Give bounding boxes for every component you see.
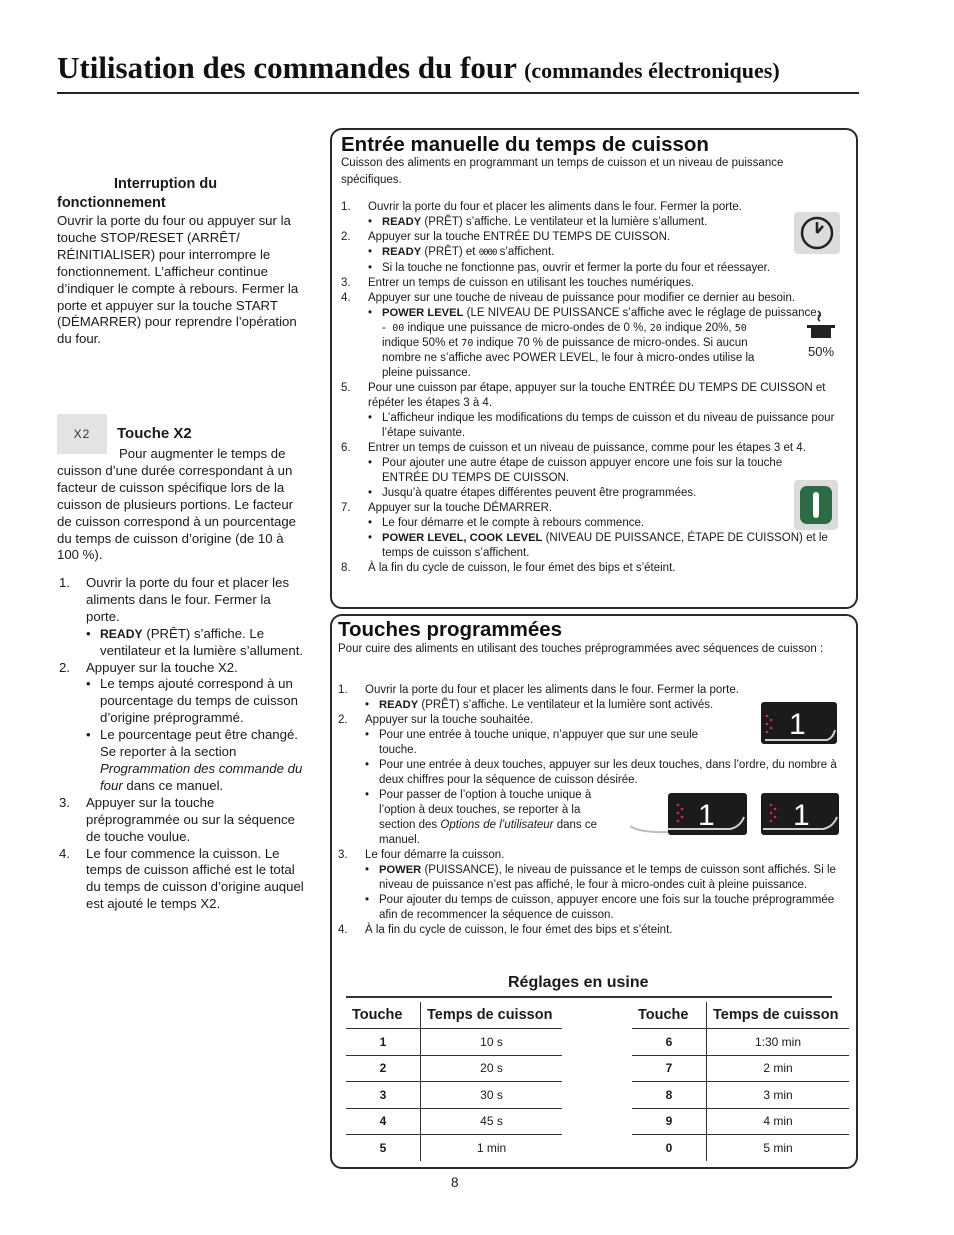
list-item: 5. Pour une cuisson par étape, appuyer sur la touche ENTRÉE DU TEMPS DE CUISSON et répéter les étapes 3 à 4. • L’afficheur indique les modifications du temps de cuisson et du niveau de puissance pour l’étape suivante.: [341, 381, 841, 441]
svg-text:1: 1: [789, 708, 806, 741]
page-number: 8: [451, 1175, 459, 1190]
col-key-header: Touche: [352, 1007, 403, 1023]
power-level-pot-icon: [804, 309, 838, 339]
table-row: 3 30 s: [346, 1082, 562, 1109]
list-item: 3. Le four démarre la cuisson. • POWER (PUISSANCE), le niveau de puissance et le temps de cuisson sont affichés. Si le niveau de puissance n’est pas affiché, le four à micro-ondes cuit à pleine puissance. • Pour ajouter du temps de cuisson, appuyer encore une fois sur la touche préprogrammée afin de recommencer la séquence de cuisson.: [338, 848, 843, 923]
preset-key-1-icon: [761, 702, 837, 744]
list-item: 2. Appuyer sur la touche ENTRÉE DU TEMPS DE CUISSON. • READY (PRÊT) et 0000 s’affichent. • Si la touche ne fonctionne pas, ouvrir et fermer la porte du four et réessayer.: [341, 230, 841, 276]
col-time-header: Temps de cuisson: [421, 1002, 563, 1029]
title-rule: [57, 92, 859, 94]
list-item: 7. Appuyer sur la touche DÉMARRER. • Le four démarre et le compte à rebours commence. • POWER LEVEL, COOK LEVEL (NIVEAU DE PUISSANCE, ÉTAPE DE CUISSON) et le temps de cuisson s’affichent.: [341, 501, 841, 561]
table-row: 7 2 min: [632, 1055, 849, 1082]
interruption-body: Ouvrir la porte du four ou appuyer sur la touche STOP/RESET (ARRÊT/ RÉINITIALISER) pour interrompre le fonctionnement. L’afficheur continue d’indiquer le compte à rebours. Fermer la porte et appuyer sur la touche START (DÉMARRER) pour reprendre l’opération du four.: [57, 213, 299, 347]
table-row: 9 4 min: [632, 1108, 849, 1135]
factory-table-left: [346, 1002, 562, 1161]
preset-keys-heading: Touches programmées: [338, 618, 563, 641]
key-sweep-line: [630, 806, 670, 836]
list-item: • Le temps ajouté correspond à un pourcentage du temps de cuisson d’origine préprogrammé.: [86, 676, 307, 727]
table-row: 2 20 s: [346, 1055, 562, 1082]
x2-body: Pour augmenter le temps de cuisson d’une durée correspondant à un facteur de cuisson spécifique lors de la cuisson de plusieurs portions. Le facteur de cuisson correspond à un pourcentage du temps de cuisson d’origine (de 10 à 100 %).: [57, 446, 297, 563]
list-item: 8. À la fin du cycle de cuisson, le four émet des bips et s’éteint.: [341, 562, 676, 574]
list-item: 3. Appuyer sur la touche préprogrammée ou sur la séquence de touche voulue.: [59, 794, 295, 844]
manual-cook-heading: Entrée manuelle du temps de cuisson: [341, 133, 709, 156]
interruption-heading: Interruption du fonctionnement: [57, 176, 218, 211]
table-row: 0 5 min: [632, 1135, 849, 1161]
manual-cook-intro: Cuisson des aliments en programmant un temps de cuisson et un niveau de puissance spécifiques.: [341, 157, 784, 186]
preset-key-1-second-icon: [761, 793, 839, 835]
x2-heading: Touche X2: [117, 425, 192, 442]
list-item: 3. Entrer un temps de cuisson en utilisant les touches numériques.: [341, 277, 695, 289]
list-item: 4. Le four commence la cuisson. Le temps de cuisson affiché est le total du temps de cuisson d’origine auquel est ajouté le temps X2.: [59, 845, 304, 912]
col-key-header: Touche: [638, 1007, 689, 1023]
x2-key-icon: X2: [57, 414, 107, 454]
list-item: • READY (PRÊT) s’affiche. Le ventilateur et la lumière s’allument.: [86, 626, 307, 660]
manual-cook-steps: [341, 200, 841, 576]
list-item: 4. À la fin du cycle de cuisson, le four émet des bips et s’éteint.: [338, 924, 673, 936]
page-title: Utilisation des commandes du four (commandes électroniques): [57, 50, 780, 85]
list-item: 2. Appuyer sur la touche souhaitée. • Pour une entrée à touche unique, n’appuyer que sur une seule touche. • Pour une entrée à deux touches, appuyer sur les deux touches, dans l’ordre, du nombre à deux chiffres pour la séquence de cuisson désirée. • Pour passer de l’option à touche unique à l’option à deux touches, se reporter à la section des Options de l’utilisateur dans ce manuel.: [338, 713, 843, 848]
factory-settings-rule: [346, 996, 832, 998]
list-item: 2. Appuyer sur la touche X2. • Le temps ajouté correspond à un pourcentage du temps de cuisson d’origine préprogrammé. • Le pourcentage peut être changé. Se reporter à la section Programmation des commande du four dans ce manuel.: [57, 660, 307, 795]
table-row: 5 1 min: [346, 1135, 562, 1161]
list-item: 6. Entrer un temps de cuisson et un niveau de puissance, comme pour les étapes 3 et 4. • Pour ajouter une autre étape de cuisson appuyer encore une fois sur la touche ENTRÉE DU TEMPS DE CUISSON. • Jusqu’à quatre étapes différentes peuvent être programmées.: [341, 441, 841, 501]
x2-steps: [57, 575, 307, 913]
table-row: 6 1:30 min: [632, 1029, 849, 1056]
table-row: 4 45 s: [346, 1108, 562, 1135]
preset-keys-intro: Pour cuire des aliments en utilisant des touches préprogrammées avec séquences de cuisson :: [338, 643, 824, 655]
list-item: • Le pourcentage peut être changé. Se reporter à la section Programmation des commande du four dans ce manuel.: [86, 727, 307, 795]
list-item: 1. Ouvrir la porte du four et placer les aliments dans le four. Fermer la porte. • READY (PRÊT) s’affiche. Le ventilateur et la lumière s’allument.: [57, 575, 307, 660]
svg-text:1: 1: [793, 799, 810, 832]
list-item: 4. Appuyer sur une touche de niveau de puissance pour modifier ce dernier au besoin. • POWER LEVEL (LE NIVEAU DE PUISSANCE s’affiche avec le réglage de puissance. - 00 indique une puissance de micro-ondes de 0 %, 20 indique 20%, 50 indique 50% et 70 indique 70 % de puissance de micro-ondes. Si aucun nombre ne s’affiche avec POWER LEVEL, le four à micro-ondes utilise la pleine puissance.: [341, 291, 841, 381]
svg-text:1: 1: [698, 799, 715, 832]
power-level-label: 50%: [808, 344, 835, 359]
factory-settings-heading: Réglages en usine: [508, 974, 649, 991]
cook-time-clock-icon: [794, 212, 840, 254]
list-item: 1. Ouvrir la porte du four et placer les aliments dans le four. Fermer la porte. • READY (PRÊT) s’affiche. Le ventilateur et la lumière sont activés.: [338, 683, 843, 713]
list-item: 1. Ouvrir la porte du four et placer les aliments dans le four. Fermer la porte. • READY (PRÊT) s’affiche. Le ventilateur et la lumière s’allument.: [341, 200, 841, 230]
factory-table-right: [632, 1002, 849, 1161]
table-row: 8 3 min: [632, 1082, 849, 1109]
start-power-icon: [794, 480, 838, 530]
preset-key-1-first-icon: [668, 793, 747, 835]
table-row: 1 10 s: [346, 1029, 562, 1056]
col-time-header: Temps de cuisson: [707, 1002, 850, 1029]
